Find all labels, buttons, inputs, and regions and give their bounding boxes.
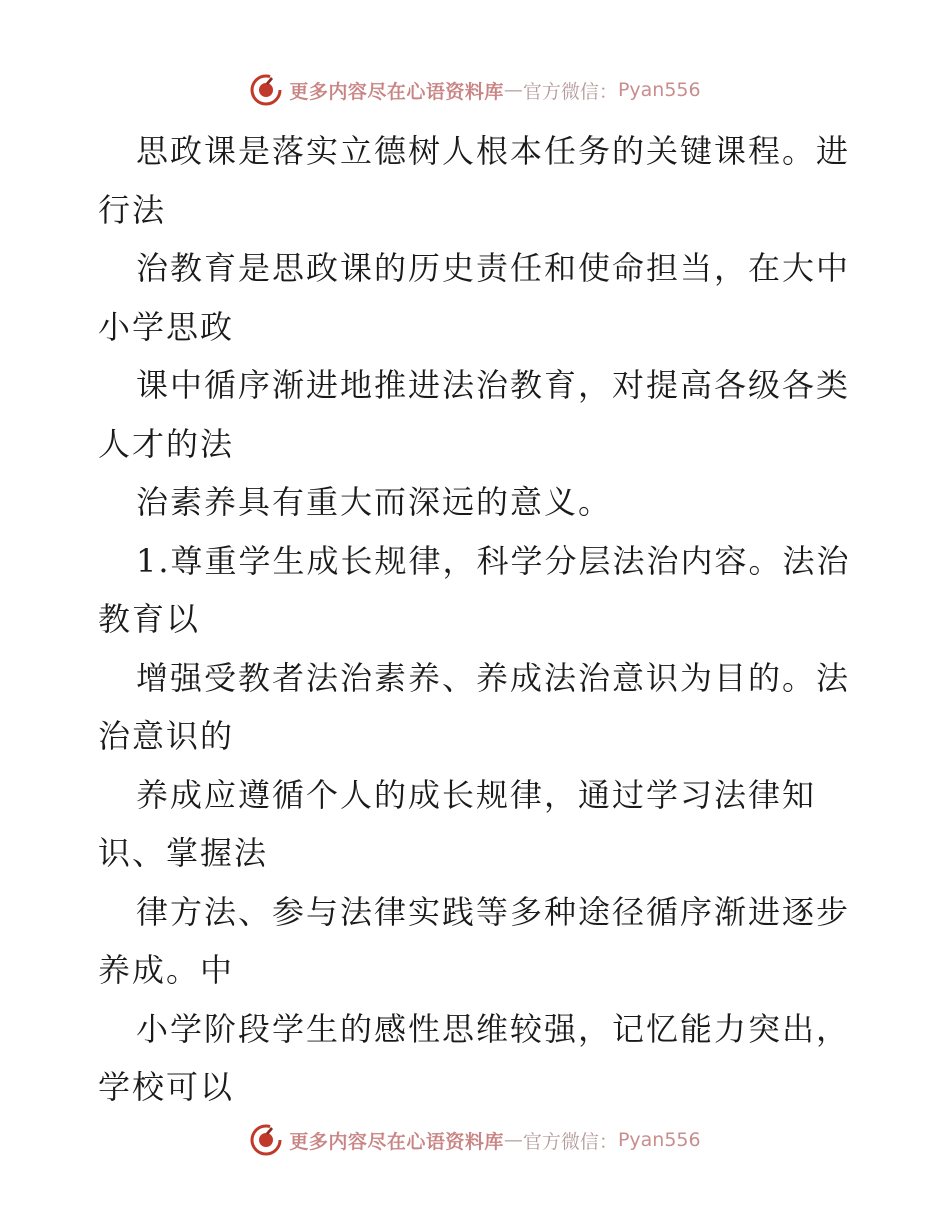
logo-icon [249,73,283,107]
paragraph-line: 思政课是落实立德树人根本任务的关键课程。进 [136,132,851,170]
watermark-wechat-label: 官方微信： [522,80,618,103]
watermark-wechat-id: Pyan556 [617,1129,701,1151]
paragraph-line: 增强受教者法治素养、养成法治意识为目的。法 [136,658,851,697]
paragraph-line: 小学思政 [98,307,235,346]
paragraph-line: 人才的法 [98,424,235,463]
footer-watermark [0,1120,950,1160]
paragraph-line: 治教育是思政课的历史责任和使命担当，在大中 [136,249,851,287]
paragraph-line: 教育以 [98,600,201,638]
paragraph-line: 治素养具有重大而深远的意义。 [136,483,613,521]
paragraph-line: 课中循序渐进地推进法治教育，对提高各级各类 [136,366,851,404]
paragraph-line: 行法 [98,190,167,229]
watermark-main-text: 更多内容尽在心语资料库 [289,80,504,103]
paragraph-line: 律方法、参与法律实践等多种途径循序渐进逐步 [136,892,851,931]
document-body [98,122,858,1117]
watermark-main-text: 更多内容尽在心语资料库 [289,1130,504,1153]
paragraph-line: 识、掌握法 [98,834,269,872]
watermark-wechat-id: Pyan556 [617,79,701,101]
watermark-separator: — [503,79,523,101]
paragraph-line: 养成应遵循个人的成长规律，通过学习法律知 [136,775,817,814]
paragraph-line: 养成。中 [98,951,235,989]
logo-icon [249,1123,283,1157]
paragraph-line: 小学阶段学生的感性思维较强，记忆能力突出， [136,1009,851,1048]
header-watermark [0,70,950,110]
watermark-separator: — [503,1129,523,1151]
paragraph-line: 学校可以 [98,1068,235,1106]
watermark-wechat-label: 官方微信： [522,1130,618,1153]
paragraph-line: 1.尊重学生成长规律，科学分层法治内容。法治 [136,541,851,580]
paragraph-line: 治意识的 [98,717,235,755]
